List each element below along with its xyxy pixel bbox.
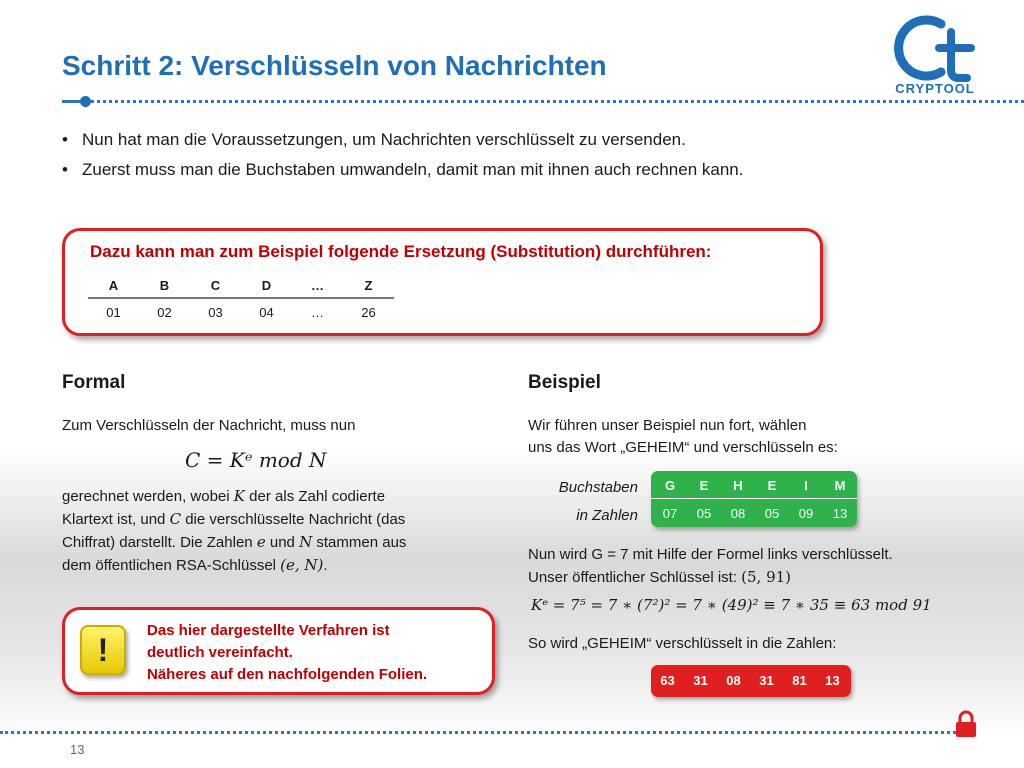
var-e: e	[256, 533, 266, 551]
warning-text	[147, 620, 427, 686]
bullet-item: • Nun hat man die Voraussetzungen, um Nachrichten verschlüsselt zu versenden.	[62, 130, 743, 150]
label-letters: Buchstaben	[558, 479, 638, 496]
letter-cell: E	[699, 478, 709, 493]
letter-cell: M	[834, 478, 846, 493]
text: uns das Wort „GEHEIM“ und verschlüsseln es:	[528, 439, 838, 456]
text: und	[265, 534, 300, 551]
text: dem öffentlichen RSA-Schlüssel	[62, 557, 281, 574]
text: .	[323, 557, 328, 574]
intro-bullets	[62, 130, 743, 190]
public-key-symbol: (e, N)	[280, 556, 324, 574]
text: Wir führen unser Beispiel nun fort, wählen	[528, 417, 807, 434]
logo-text: CRYPTOOL	[895, 81, 975, 96]
formal-explanation	[62, 485, 502, 577]
letter-cell: …	[292, 274, 343, 298]
var-c: C	[169, 510, 182, 528]
beispiel-heading: Beispiel	[528, 372, 601, 393]
text: stammen aus	[312, 534, 407, 551]
lock-icon	[955, 710, 977, 738]
page-number: 13	[70, 742, 85, 757]
number-cell: 04	[259, 305, 274, 320]
cipher-cell: 81	[792, 673, 807, 688]
letter-cell: I	[804, 478, 808, 493]
text: Chiffrat) darstellt. Die Zahlen	[62, 534, 257, 551]
formal-intro: Zum Verschlüsseln der Nachricht, muss nun	[62, 417, 356, 434]
var-k: K	[233, 487, 245, 505]
cipher-cell: 08	[726, 673, 741, 688]
cipher-cell: 63	[660, 673, 675, 688]
substitution-title: Dazu kann man zum Beispiel folgende Ersetzung (Substitution) durchführen:	[90, 242, 712, 261]
text: Nun wird G = 7 mit Hilfe der Formel links verschlüsselt.	[528, 546, 893, 563]
number-cell: 26	[361, 305, 376, 320]
warning-line: deutlich vereinfacht.	[147, 644, 293, 661]
page-title: Schritt 2: Verschlüsseln von Nachrichten	[62, 50, 607, 81]
number-cell: 01	[106, 305, 121, 320]
number-cell: 03	[208, 305, 223, 320]
text: Unser öffentlicher Schlüssel ist:	[528, 569, 742, 586]
number-cell: 05	[764, 506, 780, 521]
example-formula: Kᵉ = 7⁵ = 7 ∗ (7²)² = 7 ∗ (49)² ≡ 7 ∗ 35 ≡ 63 mod 91	[531, 596, 932, 614]
letter-cell: A	[88, 274, 139, 298]
beispiel-text	[528, 544, 893, 589]
cipher-cell: 13	[825, 673, 840, 688]
number-cell: 05	[696, 506, 712, 521]
title-divider	[62, 100, 1024, 104]
number-cell: 02	[157, 305, 172, 320]
cipher-cell: 31	[693, 673, 708, 688]
letter-cell: G	[664, 478, 676, 493]
exclamation-icon: !	[80, 625, 126, 675]
var-n: N	[299, 533, 313, 551]
letter-cell: D	[241, 274, 292, 298]
warning-line: Näheres auf den nachfolgenden Folien.	[147, 666, 428, 683]
number-cell: 09	[798, 506, 814, 521]
footer-divider	[0, 731, 962, 734]
number-cell: 07	[662, 506, 678, 521]
title-divider-solid	[62, 100, 82, 103]
table-header-row	[88, 274, 394, 298]
text: die verschlüsselte Nachricht (das	[181, 511, 406, 528]
letter-cell: E	[767, 478, 777, 493]
ciphertext-row	[651, 665, 851, 697]
encryption-formula: C = Kᵉ mod N	[185, 448, 327, 472]
number-cell: 13	[832, 506, 848, 521]
divider	[651, 498, 857, 499]
result-text: So wird „GEHEIM“ verschlüsselt in die Zahlen:	[528, 635, 837, 652]
letter-cell: B	[139, 274, 190, 298]
geheim-table	[651, 471, 857, 527]
title-divider-dot	[80, 96, 91, 107]
label-numbers: in Zahlen	[576, 507, 638, 524]
public-key-value: (5, 91)	[741, 568, 792, 586]
number-cell: 08	[730, 506, 746, 521]
number-cell: …	[311, 305, 324, 320]
table-row	[88, 298, 394, 326]
letter-cell: C	[190, 274, 241, 298]
cipher-cell: 31	[759, 673, 774, 688]
beispiel-intro	[528, 415, 838, 459]
text: gerechnet werden, wobei	[62, 488, 234, 505]
formal-heading: Formal	[62, 372, 126, 393]
bullet-item: • Zuerst muss man die Buchstaben umwandeln, damit man mit ihnen auch rechnen kann.	[62, 160, 743, 180]
substitution-table	[88, 274, 394, 326]
text: Klartext ist, und	[62, 511, 170, 528]
text: der als Zahl codierte	[245, 488, 386, 505]
warning-line: Das hier dargestellte Verfahren ist	[147, 622, 390, 639]
letter-cell: Z	[343, 274, 394, 298]
letter-cell: H	[733, 478, 743, 493]
